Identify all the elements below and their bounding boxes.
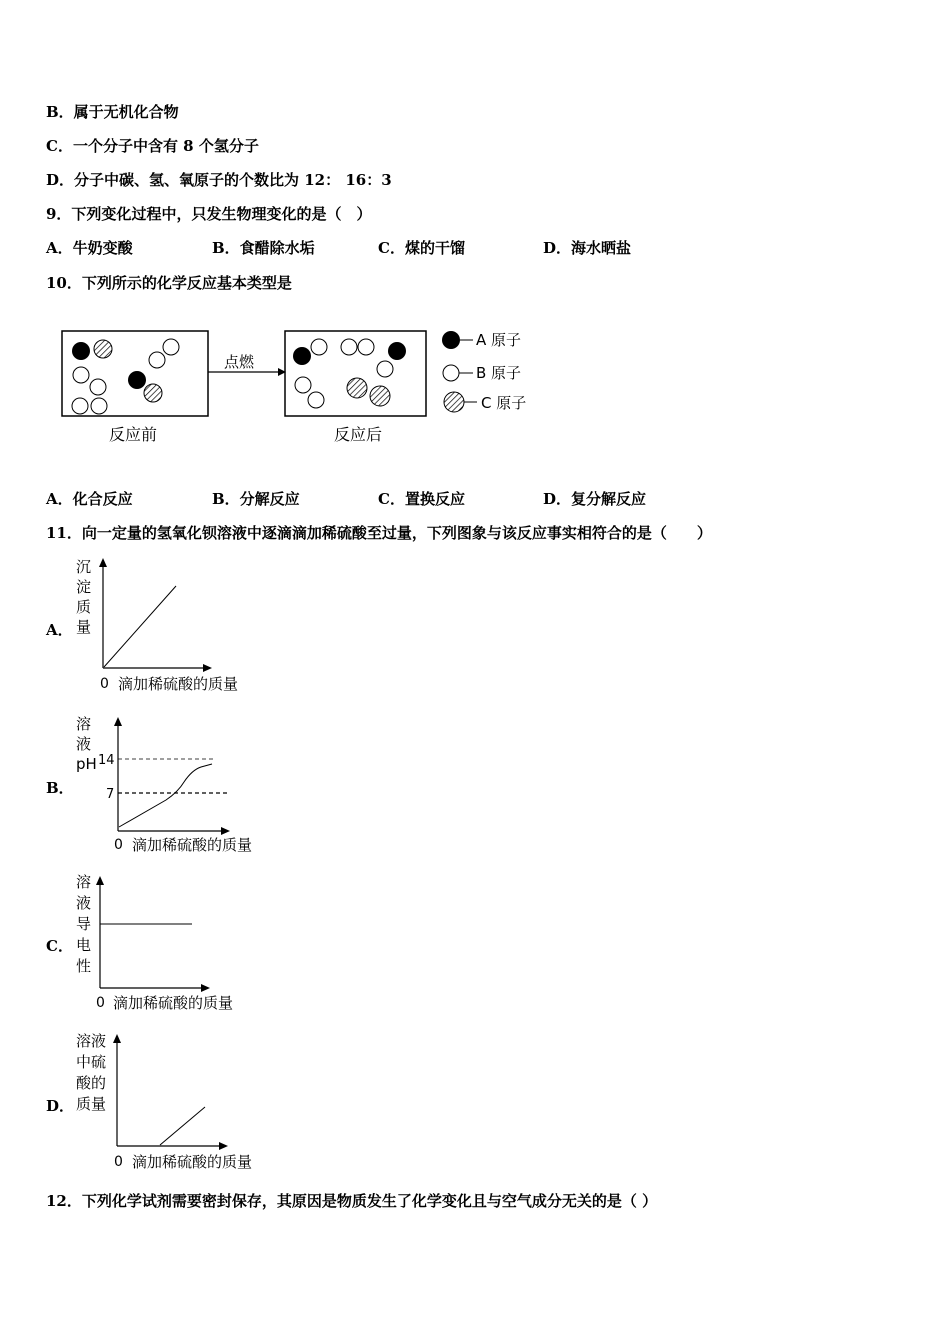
graph-c — [94, 872, 264, 1017]
graph-a-ylabel: 沉 淀 质 量 — [76, 558, 92, 636]
legend-label-a: A 原子 — [476, 331, 522, 349]
graph-d-letter: D． — [46, 1097, 75, 1115]
legend-label-b: B 原子 — [476, 364, 522, 382]
reaction-diagram — [0, 320, 560, 450]
q11-stem: 11．向一定量的氢氧化钡溶液中逐滴滴加稀硫酸至过量，下列图象与该反应事实相符合的是（ ） — [46, 524, 712, 542]
atom-b — [358, 339, 374, 355]
xlabel: 滴加稀硫酸的质量 — [132, 1153, 253, 1171]
graph-b-letter: B． — [46, 779, 74, 797]
atom-b — [341, 339, 357, 355]
graph-a-letter: A． — [46, 621, 73, 639]
legend-atom-c — [444, 392, 464, 412]
before-label: 反应前 — [109, 425, 158, 444]
q9-stem: 9．下列变化过程中，只发生物理变化的是（ ） — [46, 205, 372, 223]
graph-b — [96, 714, 276, 859]
after-label: 反应后 — [334, 425, 383, 444]
atom-b — [311, 339, 327, 355]
atom-c — [370, 386, 390, 406]
graph-c-letter: C． — [46, 937, 73, 955]
curve-line — [160, 1107, 205, 1145]
xlabel: 滴加稀硫酸的质量 — [118, 675, 239, 693]
legend-label-c: C 原子 — [481, 394, 527, 412]
q10-option-a: A．化合反应 — [46, 490, 133, 508]
atom-b — [308, 392, 324, 408]
q9-option-c: C．煤的干馏 — [378, 239, 465, 257]
curve-line — [104, 586, 176, 667]
origin-label: 0 — [114, 837, 123, 853]
q9-option-d: D．海水晒盐 — [543, 239, 632, 257]
graph-b-ylabel: 溶 液 pH — [76, 715, 97, 773]
legend-atom-b — [443, 365, 459, 381]
origin-label: 0 — [96, 995, 105, 1011]
atom-c — [144, 384, 162, 402]
q8-option-b: B．属于无机化合物 — [46, 103, 179, 121]
atom-b — [72, 398, 88, 414]
arrow-label: 点燃 — [224, 353, 255, 371]
atom-a — [388, 342, 406, 360]
graph-d — [96, 1031, 276, 1176]
atom-b — [163, 339, 179, 355]
q10-option-b: B．分解反应 — [212, 490, 300, 508]
q10-stem: 10．下列所示的化学反应基本类型是 — [46, 274, 292, 292]
graph-a — [96, 556, 266, 696]
origin-label: 0 — [114, 1154, 123, 1170]
q9-option-b: B．食醋除水垢 — [212, 239, 315, 257]
atom-a — [293, 347, 311, 365]
legend-atom-a — [442, 331, 460, 349]
atom-a — [128, 371, 146, 389]
atom-b — [91, 398, 107, 414]
atom-b — [149, 352, 165, 368]
q8-option-d: D．分子中碳、氢、氧原子的个数比为 12： 16：3 — [46, 171, 392, 189]
atom-b — [90, 379, 106, 395]
q10-option-d: D．复分解反应 — [543, 490, 647, 508]
atom-c — [347, 378, 367, 398]
origin-label: 0 — [100, 676, 109, 692]
xlabel: 滴加稀硫酸的质量 — [113, 994, 234, 1012]
q8-option-c: C．一个分子中含有 8 个氢分子 — [46, 137, 259, 155]
ph-curve — [119, 764, 212, 827]
xlabel: 滴加稀硫酸的质量 — [132, 836, 253, 854]
tick-7: 7 — [106, 787, 115, 802]
atom-a — [72, 342, 90, 360]
graph-d-ylabel: 溶液 中硫 酸的 质量 — [76, 1032, 107, 1113]
q10-option-c: C．置换反应 — [378, 490, 465, 508]
atom-c — [94, 340, 112, 358]
q9-option-a: A．牛奶变酸 — [46, 239, 133, 257]
atom-b — [73, 367, 89, 383]
atom-b — [377, 361, 393, 377]
atom-b — [295, 377, 311, 393]
tick-14: 14 — [98, 753, 115, 768]
graph-c-ylabel: 溶 液 导 电 性 — [76, 873, 92, 975]
q12-stem: 12．下列化学试剂需要密封保存，其原因是物质发生了化学变化且与空气成分无关的是（ ） — [46, 1192, 658, 1210]
